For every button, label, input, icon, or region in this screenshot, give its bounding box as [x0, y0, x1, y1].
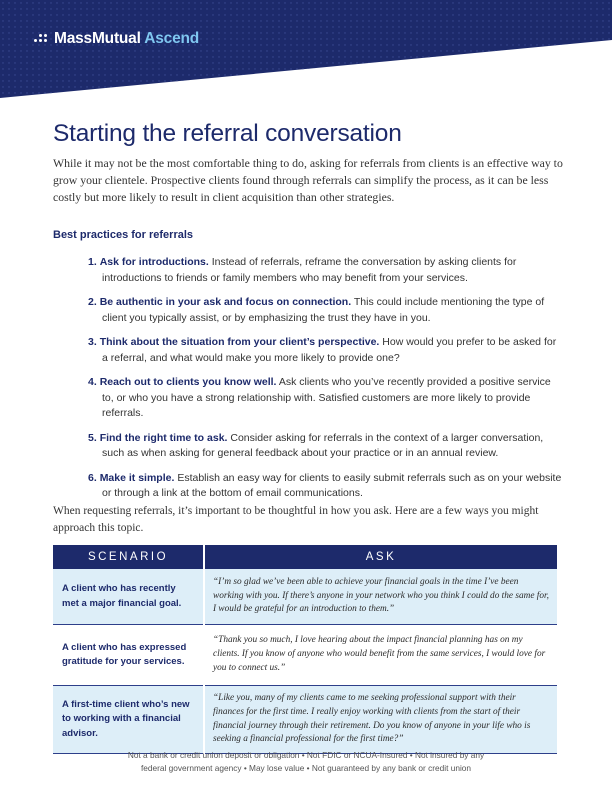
brand-secondary: Ascend	[144, 30, 200, 47]
scenario-cell: A client who has recently met a major financial goal.	[53, 569, 204, 625]
item-text: This could include mentioning the type of client you typically assist, or by emphasizing the trust they have in you.	[102, 296, 545, 324]
item-title: Find the right time to ask.	[99, 431, 228, 444]
list-item	[88, 335, 563, 366]
page-title: Starting the referral conversation	[53, 120, 402, 147]
item-text: How would you prefer to be asked for a referral, and what would make you more likely to provide one?	[102, 336, 557, 364]
scenario-table	[53, 545, 557, 754]
best-practices-list	[88, 255, 563, 511]
brand-primary: MassMutual	[54, 30, 141, 47]
brand-name	[54, 30, 199, 48]
disclaimer-line: federal government agency • May lose value • Not guaranteed by any bank or credit union	[140, 762, 472, 773]
logo-dots-icon	[34, 34, 50, 44]
item-title: Think about the situation from your client’s perspective.	[99, 336, 380, 348]
best-practices-heading: Best practices for referrals	[53, 229, 194, 241]
scenario-column-header: SCENARIO	[53, 545, 204, 569]
item-text: Instead of referrals, reframe the conversation by asking clients for introductions to friends or family members who may benefit from your services.	[102, 256, 517, 284]
scenario-cell: A client who has expressed gratitude for your services.	[53, 625, 204, 686]
list-item	[88, 295, 563, 326]
table-row	[53, 625, 557, 686]
item-title: Ask for introductions.	[99, 256, 209, 268]
item-number: 2.	[88, 296, 97, 308]
ask-cell: “Like you, many of my clients came to me seeking professional support with their finances for the first time. I really enjoy working with clients from the start of their financial journey through their retirement. Do you know of anyone in your life who is seeking a financial professional for the first time?”	[204, 686, 557, 754]
item-text: Consider asking for referrals in the context of a larger conversation, such as when asking for general feedback about your practice or in an annual review.	[102, 431, 544, 459]
scenario-cell: A first-time client who’s new to working with a financial advisor.	[53, 686, 204, 754]
list-item	[88, 255, 563, 286]
disclaimer-line: Not a bank or credit union deposit or obligation • Not FDIC or NCUA-Insured • Not insured by any	[127, 750, 485, 760]
header-band	[0, 0, 612, 100]
list-item	[88, 375, 563, 422]
disclaimer-footer	[56, 749, 556, 774]
intro-paragraph: While it may not be the most comfortable thing to do, asking for referrals from clients is an effective way to grow your clientele. Prospective clients found through referrals can simplify the process, as it can be less costly but more likely to result in client acquisition than other strategies.	[53, 156, 563, 204]
ask-cell: “Thank you so much, I love hearing about the impact financial planning has on my clients. If you know of anyone who would benefit from the same services, I would love for you to connect us.”	[204, 625, 557, 686]
item-title: Reach out to clients you know well.	[99, 376, 277, 388]
brand-logo	[34, 30, 199, 48]
item-text: Ask clients who you’ve recently provided a positive service to, or who you have a strong relationship with. Satisfied customers are more likely to provide referrals.	[102, 376, 551, 419]
ask-column-header: ASK	[204, 545, 557, 569]
item-title: Make it simple.	[99, 471, 175, 484]
item-number: 3.	[88, 336, 97, 348]
list-item	[88, 431, 563, 462]
table-header-row	[53, 545, 557, 569]
item-number: 6.	[88, 471, 97, 484]
header-background	[0, 0, 612, 100]
item-text: Establish an easy way for clients to easily submit referrals such as on your website or through a link at the bottom of email communications.	[102, 471, 562, 499]
table-row	[53, 569, 557, 625]
list-item	[88, 471, 563, 502]
item-title: Be authentic in your ask and focus on connection.	[99, 296, 352, 308]
table-row	[53, 686, 557, 754]
item-number: 1.	[88, 256, 97, 268]
ask-cell: “I’m so glad we’ve been able to achieve your financial goals in the time I’ve been working with you. If there’s anyone in your network who you think I could do the same for, I would be grateful for an introduction to them.”	[204, 569, 557, 625]
item-number: 5.	[88, 431, 97, 444]
closing-paragraph: When requesting referrals, it’s important to be thoughtful in how you ask. Here are a few ways you might approach this topic.	[53, 505, 539, 534]
item-number: 4.	[88, 376, 97, 388]
